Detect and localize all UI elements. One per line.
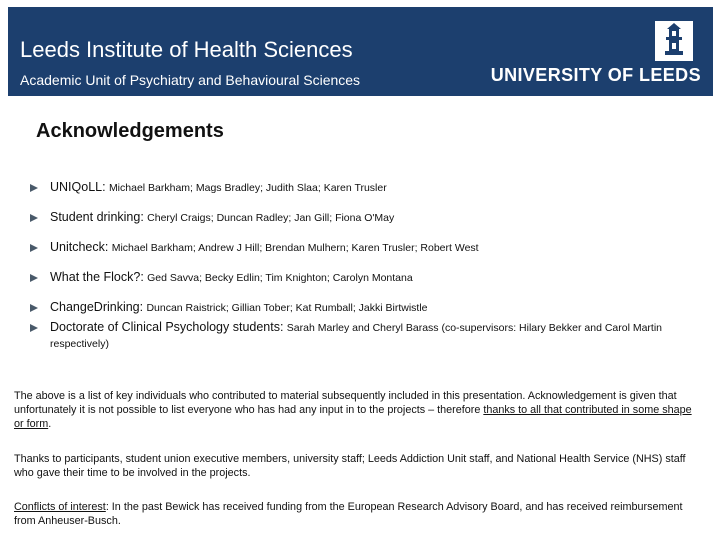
list-item — [26, 270, 711, 286]
university-crest-icon — [655, 21, 693, 61]
acknowledgement-note — [14, 389, 704, 431]
list-item — [26, 240, 711, 256]
page-title: Acknowledgements — [36, 120, 224, 142]
note-text: The above is a list of key individuals who contributed to material subsequently included in this presentation. Acknowledgement is given that unfortunately it is not possible to list everyone who has had any input in to the projects – therefore — [14, 390, 677, 416]
list-item — [26, 210, 711, 226]
header-banner — [8, 7, 713, 96]
acknowledgements-list — [26, 180, 711, 366]
project-name: Student drinking: — [50, 210, 144, 224]
project-name: What the Flock?: — [50, 270, 144, 284]
project-name: Doctorate of Clinical Psychology students: — [50, 320, 284, 334]
contributor-names: Duncan Raistrick; Gillian Tober; Kat Rumball; Jakki Birtwistle — [146, 302, 428, 314]
contributor-names: Cheryl Craigs; Duncan Radley; Jan Gill; Fiona O'May — [147, 212, 395, 224]
bullet-arrow-icon — [30, 214, 38, 222]
conflicts-label: Conflicts of interest — [14, 501, 106, 513]
bullet-arrow-icon — [30, 184, 38, 192]
logo-text: UNIVERSITY OF LEEDS — [490, 65, 701, 85]
contributor-names: Ged Savva; Becky Edlin; Tim Knighton; Carolyn Montana — [147, 272, 413, 284]
list-item — [26, 300, 711, 316]
header-titles — [20, 37, 360, 89]
list-item — [26, 320, 711, 352]
bullet-arrow-icon — [30, 274, 38, 282]
conflicts-paragraph — [14, 500, 704, 528]
project-name: Unitcheck: — [50, 240, 109, 254]
bullet-arrow-icon — [30, 324, 38, 332]
bullet-arrow-icon — [30, 304, 38, 312]
project-name: UNIQoLL: — [50, 180, 106, 194]
bullet-arrow-icon — [30, 244, 38, 252]
list-item — [26, 180, 711, 196]
unit-title: Academic Unit of Psychiatry and Behavioural Sciences — [20, 72, 361, 88]
note-underlined-text: thanks to all that contributed in some shape or form — [14, 404, 692, 430]
project-name: ChangeDrinking: — [50, 300, 144, 314]
conflicts-text: : In the past Bewick has received funding from the European Research Advisory Board, and has received reimbursement from Anheuser-Busch. — [14, 501, 683, 527]
institute-title: Leeds Institute of Health Sciences — [20, 37, 353, 62]
contributor-names: Michael Barkham; Andrew J Hill; Brendan Mulhern; Karen Trusler; Robert West — [111, 242, 479, 254]
note-end: . — [48, 418, 52, 430]
contributor-names: Sarah Marley and Cheryl Barass (co-supervisors: Hilary Bekker and Carol Martin respectively) — [50, 322, 663, 350]
thanks-paragraph: Thanks to participants, student union executive members, university staff; Leeds Addiction Unit staff, and National Health Service (NHS) staff who gave their time to be involved in the projects. — [14, 453, 686, 479]
university-logo — [491, 21, 701, 91]
contributor-names: Michael Barkham; Mags Bradley; Judith Slaa; Karen Trusler — [108, 182, 387, 194]
